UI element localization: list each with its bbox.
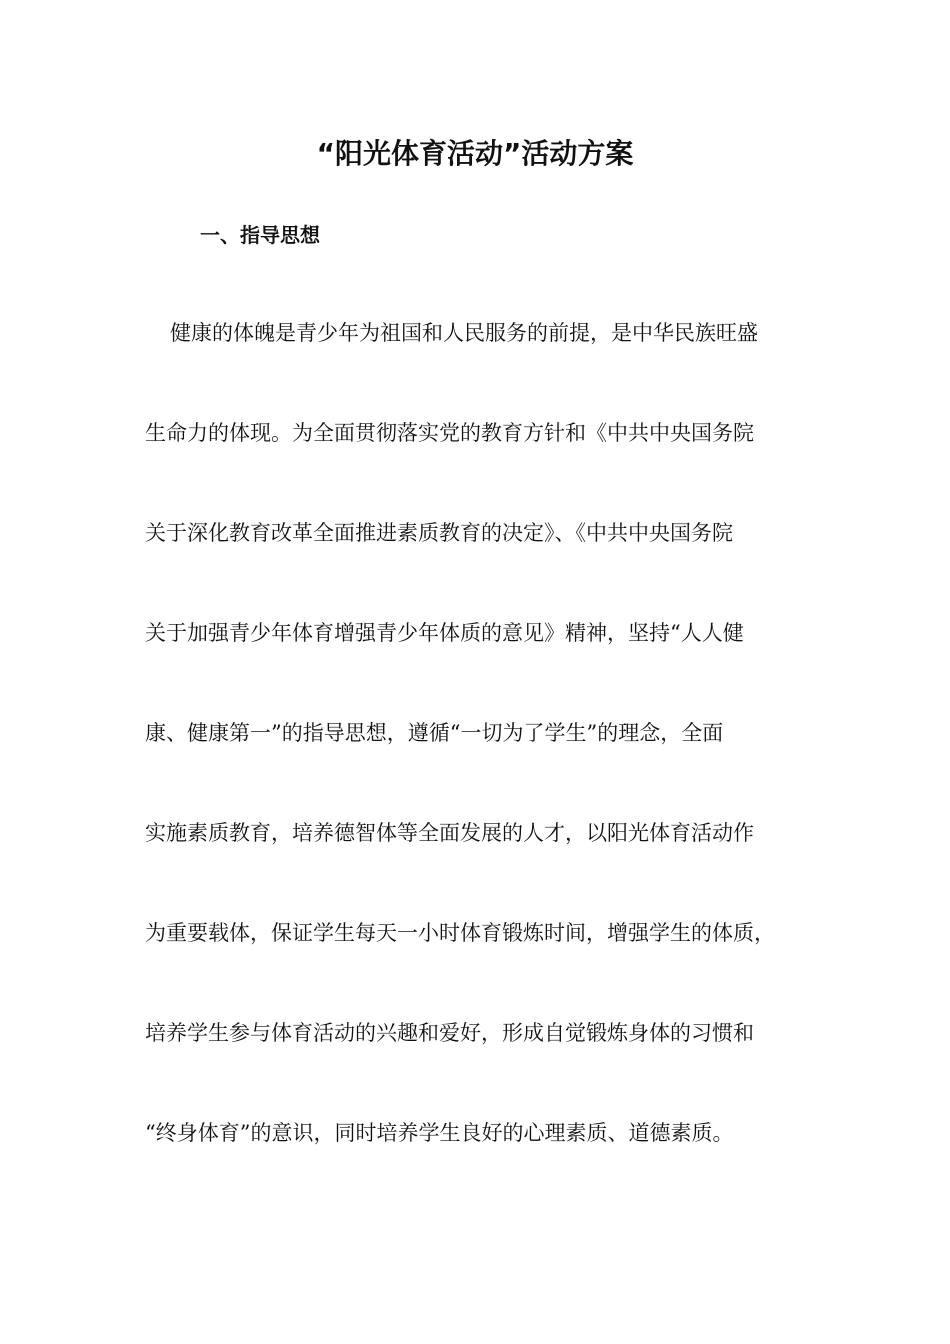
paragraph-line: 关于深化教育改革全面推进素质教育的决定》、《中共中央国务院 [145, 521, 733, 545]
paragraph-line: 康、健康第一”的指导思想，遵循“一切为了学生”的理念，全面 [145, 721, 724, 745]
paragraph [145, 308, 825, 1208]
paragraph-line: “终身体育”的意识，同时培养学生良好的心理素质、道德素质。 [145, 1121, 734, 1145]
paragraph-line: 健康的体魄是青少年为祖国和人民服务的前提，是中华民族旺盛 [170, 321, 758, 345]
paragraph-line: 生命力的体现。为全面贯彻落实党的教育方针和《中共中央国务院 [145, 421, 754, 445]
paragraph-line: 为重要载体，保证学生每天一小时体育锻炼时间，增强学生的体质， [145, 921, 775, 945]
section-heading: 一、指导思想 [200, 223, 320, 247]
paragraph-line: 关于加强青少年体育增强青少年体质的意见》精神，坚持“人人健 [145, 621, 744, 645]
paragraph-line: 实施素质教育，培养德智体等全面发展的人才，以阳光体育活动作 [145, 821, 754, 845]
document-title: “阳光体育活动”活动方案 [316, 137, 634, 170]
paragraph-line: 培养学生参与体育活动的兴趣和爱好，形成自觉锻炼身体的习惯和 [145, 1021, 754, 1045]
